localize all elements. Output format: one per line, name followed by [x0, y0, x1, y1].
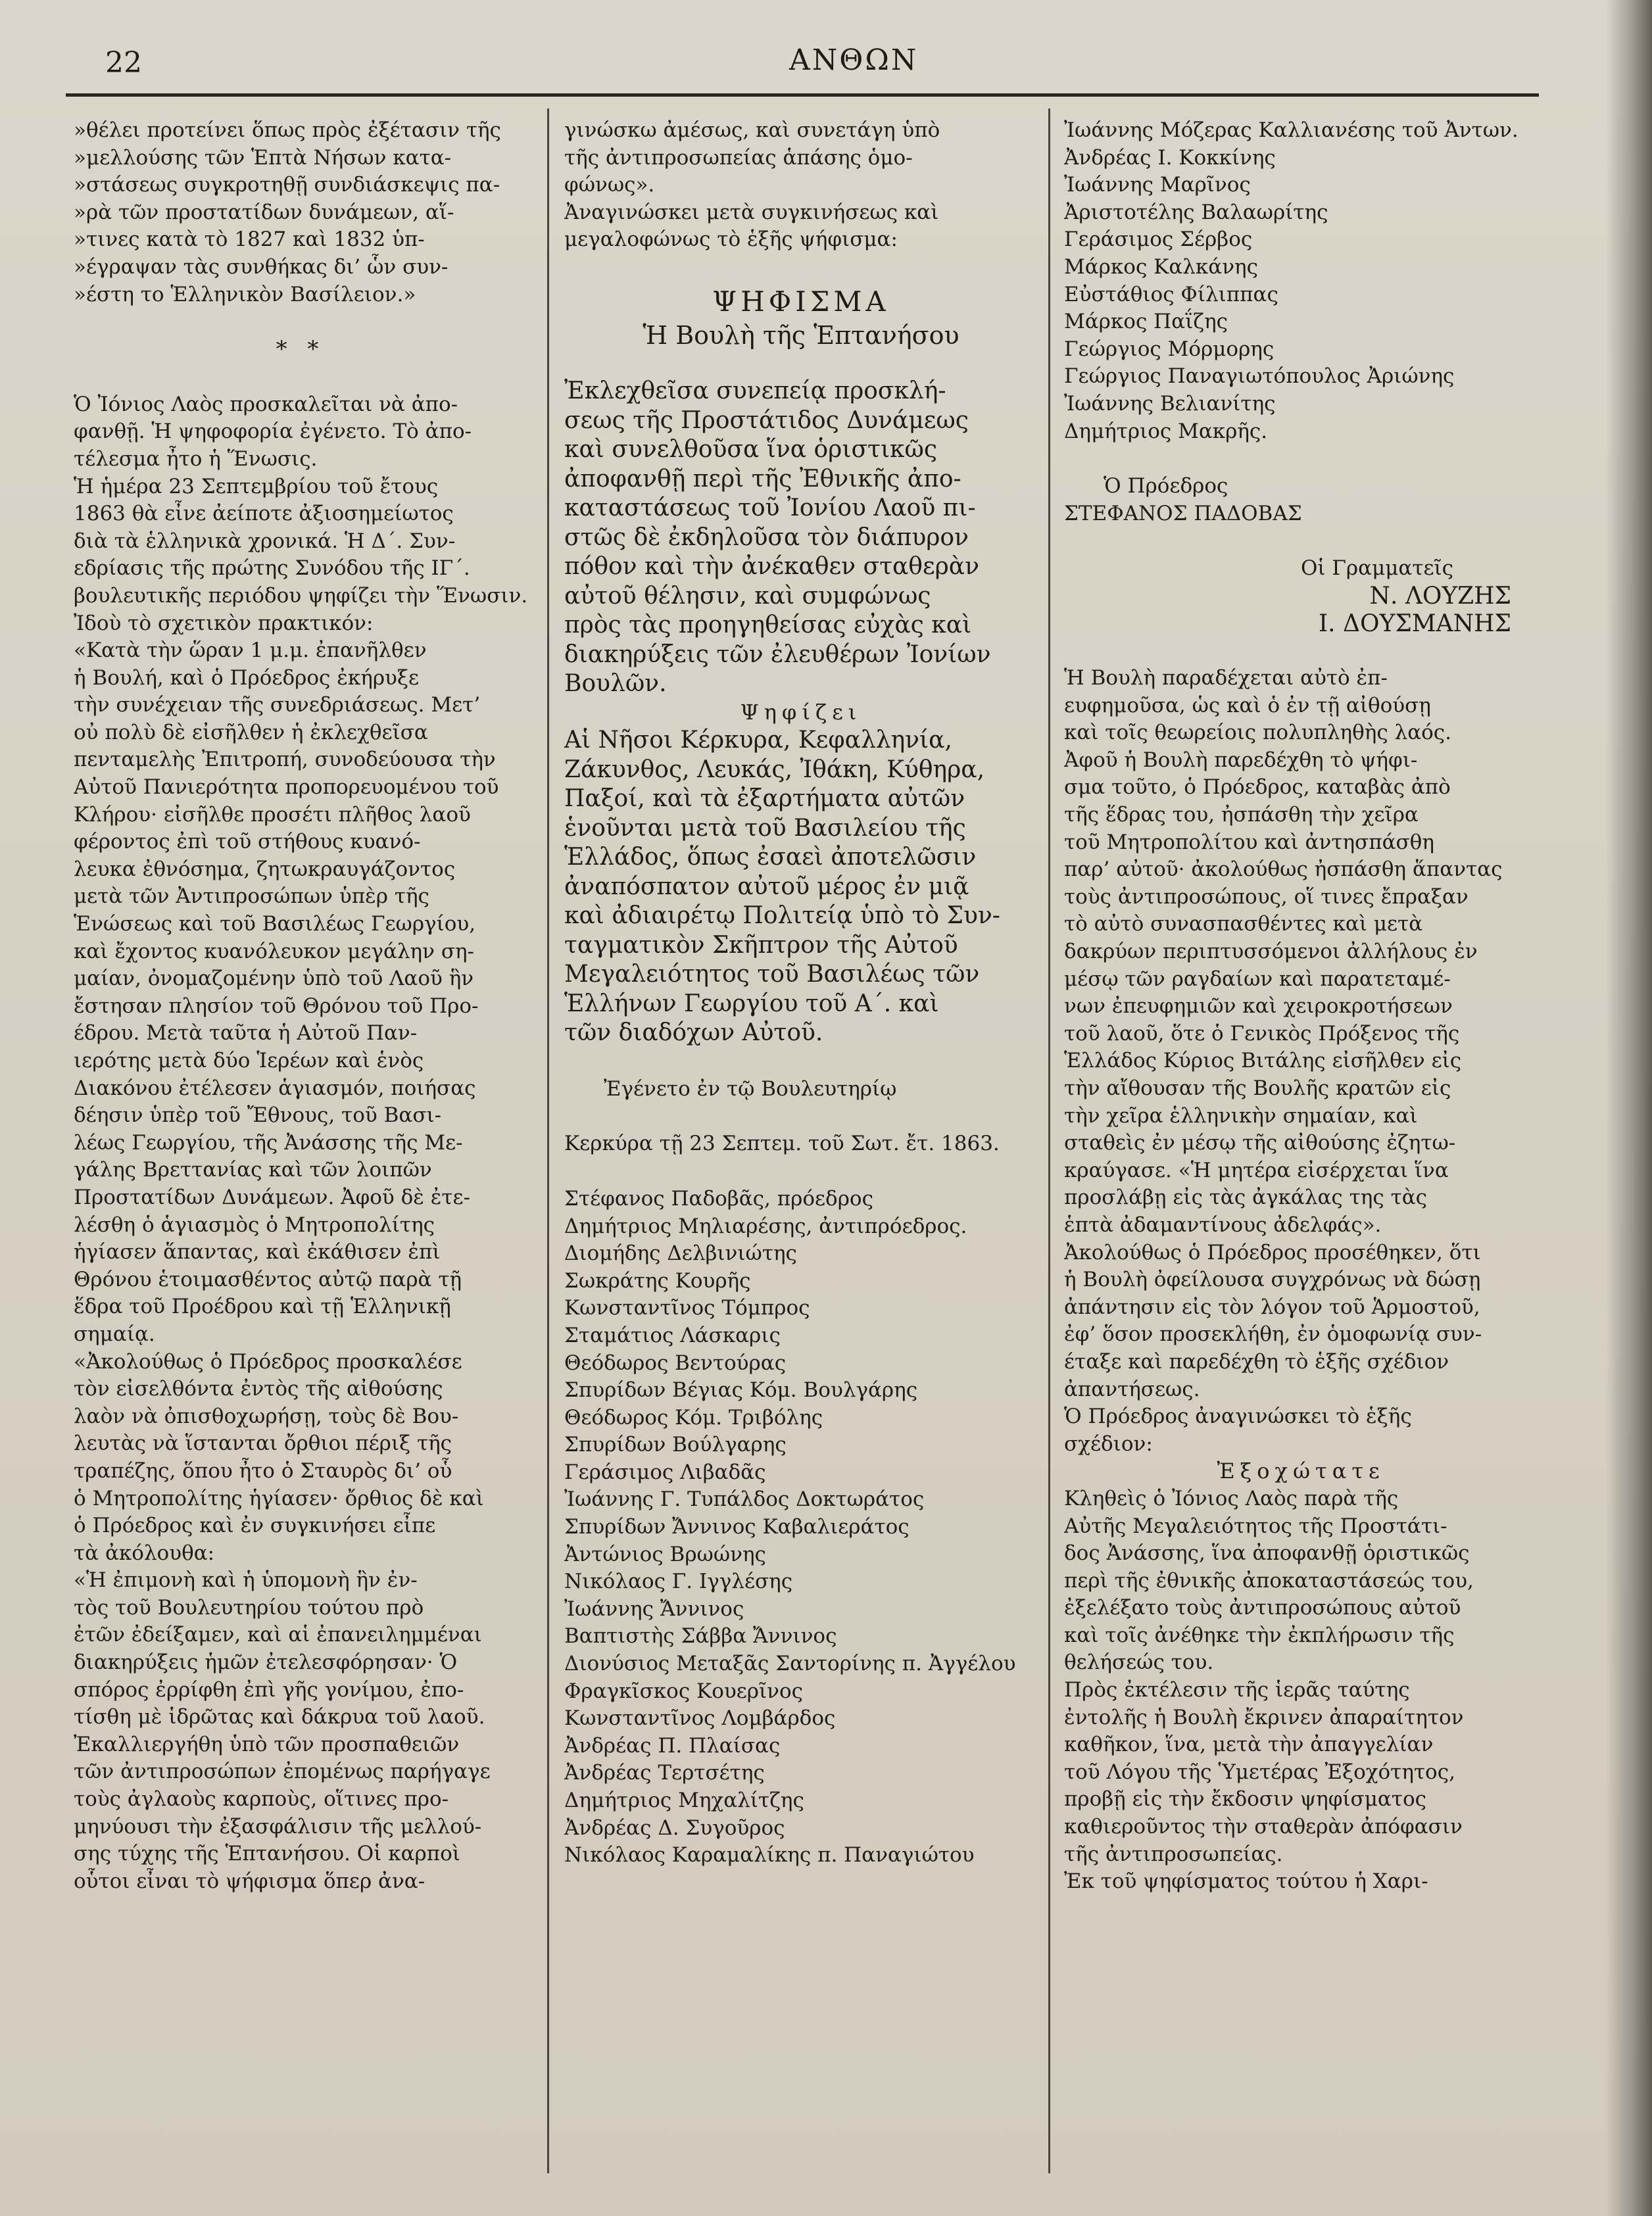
signatory-name: Θεόδωρος Κόμ. Τριβόλης	[564, 1405, 823, 1430]
text-line: ευφημοῦσα, ὡς καὶ ὁ ἐν τῇ αἰθούσῃ	[1064, 693, 1431, 717]
signatory-name: Διονύσιος Μεταξᾶς Σαντορίνης π. Ἀγγέλου	[564, 1652, 1016, 1676]
text-line: »θέλει προτείνει ὅπως πρὸς ἐξέτασιν τῆς	[74, 118, 501, 142]
text-line: Ἡ ἡμέρα 23 Σεπτεμβρίου τοῦ ἔτους	[74, 474, 439, 498]
text-line: Αὐτῆς Μεγαλειότητος τῆς Προστάτι-	[1064, 1514, 1447, 1538]
text-line: μηνύουσι τὴν ἐξασφάλισιν τῆς μελλού-	[74, 1814, 482, 1839]
column-2	[564, 117, 1038, 1869]
text-line: »έγραψαν τὰς συνθήκας δι’ ὧν συν-	[74, 254, 449, 279]
text-line: Παξοί, καὶ τὰ ἐξαρτήματα αὐτῶν	[564, 785, 965, 813]
text-line: μέσῳ τῶν ραγδαίων καὶ παρατεταμέ-	[1064, 967, 1451, 991]
text-line: Ἑλλάδος, ὅπως ἐσαεὶ ἀποτελῶσιν	[564, 844, 977, 871]
text-line: τοῦ Μητροπολίτου καὶ ἀντησπάσθη	[1064, 830, 1434, 854]
text-line: ἀναπόσπατον αὐτοῦ μέρος ἐν μιᾷ	[564, 873, 969, 900]
text-line: τῆς ἀντιπροσωπείας ἁπάσης ὁμο-	[564, 145, 913, 170]
signatory-name: Διομήδης Δελβινιώτης	[564, 1241, 797, 1266]
signatory-name: Σπυρίδων Βούλγαρης	[564, 1433, 787, 1457]
section-asterism: * *	[276, 336, 326, 363]
text-line: έδρου. Μετὰ ταῦτα ἡ Αὐτοῦ Παν-	[74, 1021, 418, 1046]
text-line: »τινες κατὰ τὸ 1827 καὶ 1832 ὑπ-	[74, 228, 425, 252]
text-line: »στάσεως συγκροτηθῇ συνδιάσκεψις πα-	[74, 173, 500, 197]
running-title: ΑΝΘΩΝ	[789, 43, 919, 77]
text-line: ἐτῶν ἐδείξαμεν, καὶ αἱ ἐπανειλημμέναι	[74, 1623, 482, 1647]
text-line: τὰ ἀκόλουθα:	[74, 1541, 215, 1565]
signatory-name: Ἰωάννης Μόζερας Καλλιανέσης τοῦ Ἀντων.	[1064, 118, 1518, 142]
text-line: Ἀκολούθως ὁ Πρόεδρος προσέθηκεν, ὅτι	[1064, 1240, 1481, 1265]
signatory-name: Ἰωάννης Γ. Τυπάλδος Δοκτωράτος	[564, 1487, 925, 1512]
text-line: μαίαν, ὀνομαζομένην ὑπὸ τοῦ Λαοῦ ἣν	[74, 967, 474, 991]
text-line: Διακόνου ἐτέλεσεν ἁγιασμόν, ποιήσας	[74, 1076, 476, 1100]
text-line: Ζάκυνθος, Λευκάς, Ἰθάκη, Κύθηρα,	[564, 756, 985, 783]
decree-verb: Ψηφίζει	[740, 699, 862, 725]
signatory-name: Στέφανος Παδοβᾶς, πρόεδρος	[564, 1186, 873, 1211]
address-salutation: Ἐξοχώτατε	[1217, 1458, 1385, 1484]
spacer	[1064, 637, 1538, 665]
text-line: Μεγαλειότητος τοῦ Βασιλέως τῶν	[564, 961, 980, 988]
signatory-name: Θεόδωρος Βεντούρας	[564, 1351, 787, 1375]
column-divider-2	[1048, 108, 1050, 2173]
text-line: ιερότης μετὰ δύο Ἱερέων καὶ ἑνὸς	[74, 1049, 424, 1072]
signatory-name: Νικόλαος Καραμαλίκης π. Παναγιώτου	[564, 1843, 975, 1867]
text-line: Ἀναγινώσκει μετὰ συγκινήσεως καὶ	[564, 200, 939, 224]
text-line: καθῆκον, ἵνα, μετὰ τὴν ἀπαγγελίαν	[1064, 1733, 1434, 1757]
text-line: »ρὰ τῶν προστατίδων δυνάμεων, αἵ-	[74, 200, 454, 224]
text-line: πρὸς τὰς προηγηθείσας εὐχὰς καὶ	[564, 612, 972, 639]
text-line: Ἡ Βουλὴ παραδέχεται αὐτὸ ἐπ-	[1064, 666, 1388, 690]
signatory-name: Μάρκος Παΐζης	[1064, 310, 1228, 334]
text-line: »έστη το Ἑλληνικὸν Βασίλειον.»	[74, 282, 416, 306]
secretaries-label: Οἱ Γραμματεῖς	[1301, 556, 1454, 581]
text-line: τῆς ἕδρας του, ἠσπάσθη τὴν χεῖρα	[1064, 803, 1419, 827]
text-line: καὶ συνελθοῦσα ἵνα ὁριστικῶς	[564, 436, 938, 464]
text-line: δακρύων περιπτυσσόμενοι ἀλλήλους ἐν	[1064, 940, 1478, 964]
text-line: έταξε καὶ παρεδέχθη τὸ ἑξῆς σχέδιον	[1064, 1349, 1449, 1374]
signatory-name: Φραγκῖσκος Κουερῖνος	[564, 1679, 804, 1703]
president-label: Ὁ Πρόεδρος	[1104, 474, 1228, 498]
text-line: βουλευτικῆς περιόδου ψηφίζει τὴν Ἕνωσιν.	[74, 583, 527, 608]
text-line: καταστάσεως τοῦ Ἰονίου Λαοῦ πι-	[564, 494, 976, 522]
text-line: φανθῇ. Ἡ ψηφοφορία ἐγένετο. Τὸ ἀπο-	[74, 420, 472, 444]
text-line: τραπέζης, ὅπου ἦτο ὁ Σταυρὸς δι’ οὗ	[74, 1458, 452, 1483]
text-line: πόθον καὶ τὴν ἀνέκαθεν σταθερὰν	[564, 553, 979, 581]
signatory-name: Μάρκος Καλκάνης	[1064, 254, 1258, 279]
text-line: Ἑνώσεως καὶ τοῦ Βασιλέως Γεωργίου,	[74, 912, 476, 936]
signatory-name: Γεράσιμος Σέρβος	[1064, 228, 1253, 252]
text-line: ἑνοῦνται μετὰ τοῦ Βασιλείου τῆς	[564, 814, 966, 842]
text-line: οὗτοι εἶναι τὸ ψήφισμα ὅπερ ἀνα-	[74, 1869, 425, 1893]
text-line: »μελλούσης τῶν Ἑπτὰ Νήσων κατα-	[74, 145, 452, 170]
text-line: τῶν ἀντιπροσώπων ἐπομένως παρήγαγε	[74, 1760, 491, 1784]
signatory-name: Ἀντώνιος Βρωώνης	[564, 1542, 766, 1566]
signatory-name: Σπυρίδων Βέγιας Κόμ. Βουλγάρης	[564, 1378, 918, 1403]
signatory-name: Εὐστάθιος Φίλιππας	[1064, 282, 1278, 306]
column-divider-1	[547, 108, 549, 2173]
text-line: τέλεσμα ἦτο ἡ Ἕνωσις.	[74, 446, 318, 471]
text-line: «Κατὰ τὴν ὥραν 1 μ.μ. ἐπανῆλθεν	[74, 638, 427, 663]
text-line: Αὐτοῦ Πανιερότητα προπορευομένου τοῦ	[74, 775, 499, 800]
text-line: γάλης Βρεττανίας καὶ τῶν λοιπῶν	[74, 1158, 432, 1182]
text-line: ἀπαντήσεως.	[1064, 1377, 1200, 1401]
text-line: τῶν διαδόχων Αὐτοῦ.	[564, 1019, 823, 1047]
text-line: ἑπτὰ ἀδαμαντίνους ἀδελφάς».	[1064, 1213, 1382, 1237]
text-line: εδρίασις τῆς πρώτης Συνόδου τῆς ΙΓ΄.	[74, 556, 470, 581]
text-line: Ἐκ τοῦ ψηφίσματος τούτου ἡ Χαρι-	[1064, 1869, 1428, 1894]
text-line: λευκα ἐθνόσημα, ζητωκραυγάζοντος	[74, 857, 456, 881]
page-number: 22	[105, 46, 142, 80]
signatory-name: Γεώργιος Παναγιωτόπουλος Ἀριώνης	[1064, 364, 1455, 389]
text-line: σεως τῆς Προστάτιδος Δυνάμεως	[564, 406, 969, 434]
spacer	[564, 349, 1038, 377]
signatory-name: Ἰωάννης Βελιανίτης	[1064, 391, 1276, 416]
text-line: Αἱ Νῆσοι Κέρκυρα, Κεφαλληνία,	[564, 727, 952, 754]
text-line: δέησιν ὑπὲρ τοῦ Ἔθνους, τοῦ Βασι-	[74, 1103, 442, 1128]
column-3	[1064, 117, 1538, 1896]
text-line: Ὁ Πρόεδρος ἀναγινώσκει τὸ ἑξῆς	[1064, 1405, 1412, 1429]
signatory-name: Δημήτριος Μακρῆς.	[1064, 419, 1268, 443]
text-line: ἐξελέξατο τοὺς ἀντιπροσώπους αὐτοῦ	[1064, 1596, 1461, 1620]
text-line: τὴν χεῖρα ἑλληνικὴν σημαίαν, καὶ	[1064, 1103, 1418, 1128]
signatory-name: Δημήτριος Μηχαλίτζης	[564, 1789, 804, 1812]
text-line: Πρὸς ἐκτέλεσιν τῆς ἱερᾶς ταύτης	[1064, 1678, 1410, 1702]
text-line: διακηρύξεις ἡμῶν ἐτελεσφόρησαν· Ὁ	[74, 1650, 458, 1675]
text-line: σημαίᾳ.	[74, 1322, 155, 1346]
text-line: περὶ τῆς ἐθνικῆς ἀποκαταστάσεώς του,	[1064, 1568, 1474, 1593]
text-line: καὶ ἀδιαιρέτῳ Πολιτείᾳ ὑπὸ τὸ Συν-	[564, 902, 1000, 930]
text-line: τὴν συνέχειαν τῆς συνεδριάσεως. Μετ’	[74, 693, 481, 717]
text-line: Ἑλλάδος Κύριος Βιτάλης εἰσῆλθεν εἰς	[1064, 1049, 1462, 1073]
text-line: προσλάβῃ εἰς τὰς ἀγκάλας της τὰς	[1064, 1186, 1428, 1210]
text-line: ἀποφανθῇ περὶ τῆς Ἐθνικῆς ἀπο-	[564, 465, 961, 493]
text-line: λευτὰς νὰ ἵστανται ὄρθιοι πέριξ τῆς	[74, 1432, 452, 1456]
president-name: ΣΤΕΦΑΝΟΣ ΠΑΔΟΒΑΣ	[1064, 501, 1302, 525]
text-line: καὶ ἔχοντος κυανόλευκον μεγάλην ση-	[74, 939, 475, 963]
text-line: ὁ Πρόεδρος καὶ ἐν συγκινήσει εἶπε	[74, 1514, 436, 1538]
spacer	[564, 1048, 1038, 1076]
text-line: Βουλῶν.	[564, 670, 667, 698]
text-line: τοὺς ἀντιπροσώπους, οἵ τινες ἔπραξαν	[1064, 884, 1469, 909]
text-line: διὰ τὰ ἑλληνικὰ χρονικά. Ἡ Δ΄. Συν-	[74, 529, 456, 553]
text-line: μετὰ τῶν Ἀντιπροσώπων ὑπὲρ τῆς	[74, 884, 429, 909]
text-line: σης τύχης τῆς Ἑπτανήσου. Οἱ καρποὶ	[74, 1842, 460, 1866]
text-line: διακηρύξεις τῶν ἐλευθέρων Ἰονίων	[564, 640, 991, 668]
text-line: ἀπάντησιν εἰς τὸν λόγον τοῦ Ἁρμοστοῦ,	[1064, 1295, 1480, 1319]
signatory-name: Σταμάτιος Λάσκαρις	[564, 1323, 781, 1347]
text-line: φέροντος ἐπὶ τοῦ στήθους κυανό-	[74, 830, 421, 854]
spacer	[1064, 527, 1538, 555]
signatory-name: Γεώργιος Μόρμορης	[1064, 337, 1275, 361]
spacer	[564, 1103, 1038, 1130]
signatory-name: Δημήτριος Μηλιαρέσης, ἀντιπρόεδρος.	[564, 1214, 967, 1238]
text-line: τὴν αἴθουσαν τῆς Βουλῆς κρατῶν εἰς	[1064, 1076, 1451, 1100]
text-line: τοῦ Λόγου τῆς Ὑμετέρας Ἐξοχότητος,	[1064, 1760, 1455, 1784]
text-line: γινώσκω ἀμέσως, καὶ συνετάγη ὑπὸ	[564, 118, 940, 142]
text-line: Ἐκλεχθεῖσα συνεπείᾳ προσκλή-	[564, 377, 946, 405]
text-line: σταθεὶς ἐν μέσῳ τῆς αἰθούσης ἐζητω-	[1064, 1131, 1456, 1155]
text-line: τῆς ἀντιπροσωπείας.	[1064, 1842, 1283, 1866]
signatory-name: Κωνσταντῖνος Τόμπρος	[564, 1296, 810, 1320]
text-line: αὐτοῦ θέλησιν, καὶ συμφώνως	[564, 582, 931, 610]
signatory-name: Νικόλαος Γ. Ιγγλέσης	[564, 1570, 793, 1594]
text-line: ἡ Βουλὴ ὀφείλουσα συγχρόνως νὰ δώσῃ	[1064, 1268, 1481, 1292]
signatory-name: Ἀνδρέας Δ. Συγοῦρος	[564, 1816, 785, 1840]
signatory-name: Ἰωάννης Ἄννινος	[564, 1597, 744, 1621]
text-line: ἔστησαν πλησίον τοῦ Θρόνου τοῦ Προ-	[74, 994, 479, 1018]
text-line: ἡ Βουλή, καὶ ὁ Πρόεδρος ἐκήρυξε	[74, 665, 420, 690]
text-line: ἐντολῆς ἡ Βουλὴ ἔκρινεν ἀπαραίτητον	[1064, 1705, 1464, 1729]
text-line: Ἀφοῦ ἡ Βουλὴ παρεδέχθη τὸ ψήφι-	[1064, 748, 1418, 772]
text-line: ἐφ’ ὅσον προσεκλήθη, ἐν ὁμοφωνίᾳ συν-	[1064, 1322, 1482, 1347]
text-line: μεγαλοφώνως τὸ ἑξῆς ψήφισμα:	[564, 228, 898, 252]
text-line: τὸς τοῦ Βουλευτηρίου τούτου πρὸ	[74, 1595, 424, 1620]
text-line: λέως Γεωργίου, τῆς Ἀνάσσης τῆς Με-	[74, 1130, 463, 1155]
book-spine-shadow	[1606, 0, 1652, 2216]
signatory-name: Ἀνδρέας Τερτσέτης	[564, 1761, 765, 1785]
signatory-name: Κωνσταντῖνος Λομβάρδος	[564, 1706, 836, 1731]
text-line: σπόρος ἐρρίφθη ἐπὶ γῆς γονίμου, ἐπο-	[74, 1677, 464, 1702]
text-line: «Ἡ ἐπιμονὴ καὶ ἡ ὑπομονὴ ἣν ἐν-	[74, 1568, 418, 1593]
text-line: «Ἀκολούθως ὁ Πρόεδρος προσκαλέσε	[74, 1349, 462, 1374]
text-line: κραύγασε. «Ἡ μητέρα εἰσέρχεται ἵνα	[1064, 1158, 1449, 1182]
text-line: τοὺς ἀγλαοὺς καρποὺς, οἵτινες προ-	[74, 1787, 449, 1812]
header-rule	[66, 93, 1539, 97]
column-1	[74, 117, 527, 1895]
signatory-name: Γεράσιμος Λιβαδᾶς	[564, 1460, 766, 1484]
text-line: ἡγίασεν ἅπαντας, καὶ ἐκάθισεν ἐπὶ	[74, 1240, 441, 1265]
text-line: σμα τοῦτο, ὁ Πρόεδρος, καταβὰς ἀπὸ	[1064, 775, 1451, 800]
signatory-name: Ἀριστοτέλης Βαλαωρίτης	[1064, 200, 1328, 224]
text-line: Θρόνου ἑτοιμασθέντος αὐτῷ παρὰ τῇ	[74, 1267, 462, 1291]
text-line: ἕδρα τοῦ Προέδρου καὶ τῇ Ἑλληνικῇ	[74, 1295, 451, 1319]
signatory-name: Ἰωάννης Μαρῖνος	[1064, 173, 1251, 197]
text-line: καὶ τοῖς θεωρείοις πολυπληθὴς λαός.	[1064, 721, 1452, 745]
signatory-name: Σπυρίδων Ἄννινος Καβαλιεράτος	[564, 1515, 910, 1539]
secretary-name: Ν. ΛΟΥΖΗΣ	[1369, 582, 1511, 610]
spacer	[564, 1158, 1038, 1186]
text-line: καθιεροῦντος τὴν σταθερὰν ἀπόφασιν	[1064, 1815, 1463, 1839]
text-line: τοῦ λαοῦ, ὅτε ὁ Γενικὸς Πρόξενος τῆς	[1064, 1021, 1460, 1046]
text-line: πενταμελὴς Ἐπιτροπή, συνοδεύουσα τὴν	[74, 748, 496, 772]
text-line: τὸ αὐτὸ συνασπασθέντες καὶ μετὰ	[1064, 912, 1423, 936]
decree-title: ΨΗΦΙΣΜΑ	[712, 287, 890, 316]
text-line: Ἑλλήνων Γεωργίου τοῦ Α΄. καὶ	[564, 990, 939, 1017]
text-line: Κλήρου· εἰσῆλθε προσέτι πλῆθος λαοῦ	[74, 802, 471, 827]
text-line: νων ἐπευφημιῶν καὶ χειροκροτήσεων	[1064, 994, 1453, 1019]
text-line: λαὸν νὰ ὀπισθοχωρήσῃ, τοὺς δὲ Βου-	[74, 1404, 459, 1428]
text-line: λέσθη ὁ ἁγιασμὸς ὁ Μητροπολίτης	[74, 1213, 435, 1237]
signatory-name: Ἀνδρέας Π. Πλαίσας	[564, 1733, 781, 1758]
page-header	[66, 41, 1545, 93]
text-line: σχέδιον:	[1064, 1432, 1153, 1456]
text-line: Κληθεὶς ὁ Ἰόνιος Λαὸς παρὰ τῆς	[1064, 1486, 1399, 1510]
decree-date: Κερκύρα τῇ 23 Σεπτεμ. τοῦ Σωτ. ἔτ. 1863.	[564, 1132, 1000, 1156]
text-line: θελήσεώς του.	[1064, 1650, 1214, 1675]
text-line: ὁ Μητροπολίτης ἡγίασεν· ὄρθιος δὲ καὶ	[74, 1486, 484, 1510]
text-line: φώνως».	[564, 173, 655, 197]
text-line: τὸν εἰσελθόντα ἐντὸς τῆς αἰθούσης	[74, 1377, 443, 1401]
signatory-name: Σωκράτης Κουρῆς	[564, 1268, 751, 1293]
spacer	[74, 308, 527, 336]
text-line: δος Ἀνάσσης, ἵνα ἀποφανθῇ ὁριστικῶς	[1064, 1541, 1470, 1566]
text-line: Ἐγένετο ἐν τῷ Βουλευτηρίῳ	[604, 1076, 897, 1101]
text-line: Προστατίδων Δυνάμεων. Ἀφοῦ δὲ ἐτε-	[74, 1185, 471, 1209]
text-line: προβῇ εἰς τὴν ἔκδοσιν ψηφίσματος	[1064, 1787, 1426, 1812]
text-line: οὐ πολὺ δὲ εἰσῆλθεν ἡ ἐκλεχθεῖσα	[74, 720, 428, 744]
text-line: 1863 θὰ εἶνε ἀείποτε ἀξιοσημείωτος	[74, 502, 454, 526]
signatory-name: Ἀνδρέας Ι. Κοκκίνης	[1064, 145, 1276, 170]
spacer	[564, 254, 1038, 281]
text-line: στῶς δὲ ἐκδηλοῦσα τὸν διάπυρον	[564, 523, 969, 551]
text-line: ταγματικὸν Σκῆπτρον τῆς Αὐτοῦ	[564, 931, 958, 959]
text-line: καὶ τοῖς ἀνέθηκε τὴν ἐκπλήρωσιν τῆς	[1064, 1623, 1455, 1647]
text-line: Ἰδοὺ τὸ σχετικὸν πρακτικόν:	[74, 611, 374, 635]
text-line: Ὁ Ἰόνιος Λαὸς προσκαλεῖται νὰ ἀπο-	[74, 392, 458, 416]
text-line: παρ’ αὐτοῦ· ἀκολούθως ἠσπάσθη ἅπαντας	[1064, 857, 1503, 882]
spacer	[74, 364, 527, 391]
spacer	[1064, 445, 1538, 473]
signatory-name: Βαπτιστὴς Σάββα Ἄννινος	[564, 1624, 837, 1649]
secretary-name: Ι. ΔΟΥΣΜΑΝΗΣ	[1318, 610, 1511, 637]
text-line: τίσθη μὲ ἱδρῶτας καὶ δάκρυα τοῦ λαοῦ.	[74, 1705, 485, 1729]
decree-subtitle: Ἡ Βουλὴ τῆς Ἑπτανήσου	[643, 322, 960, 350]
text-line: Ἐκαλλιεργήθη ὑπὸ τῶν προσπαθειῶν	[74, 1732, 460, 1756]
